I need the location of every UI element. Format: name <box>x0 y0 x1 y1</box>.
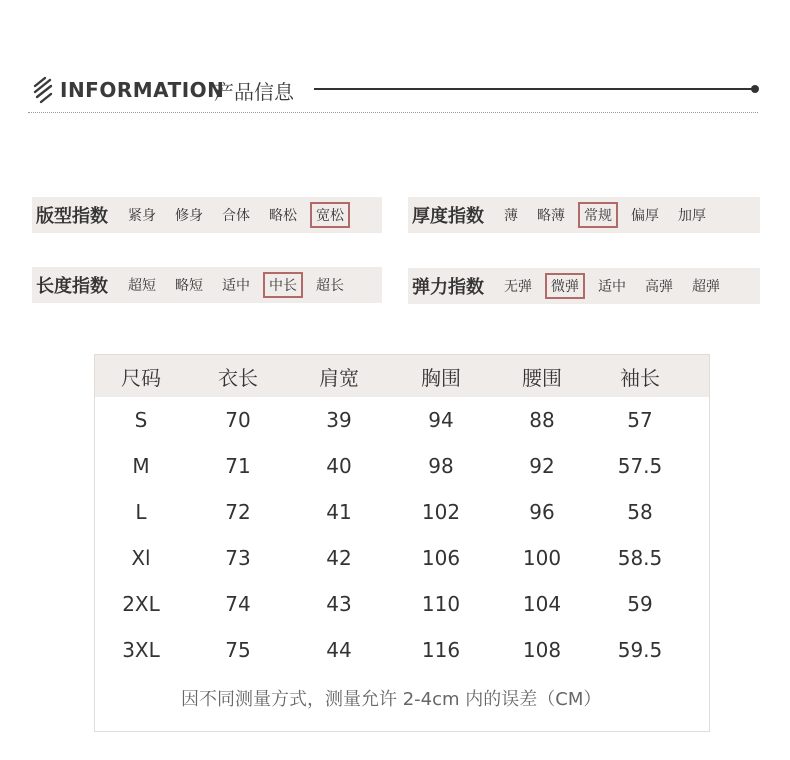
fit-option: 紧身 <box>128 208 156 224</box>
size-table-cell: 72 <box>225 500 251 524</box>
length-option: 略短 <box>175 278 203 294</box>
size-table-cell: 74 <box>225 592 251 616</box>
slanted-stripes-icon <box>32 75 54 105</box>
info-header <box>32 72 760 112</box>
length-option-selected: 中长 <box>263 272 303 298</box>
size-table-row <box>95 627 709 673</box>
size-table-row <box>95 581 709 627</box>
size-table-cell: 73 <box>225 546 251 570</box>
size-table-cell: 57.5 <box>617 454 663 478</box>
size-table-cell: 92 <box>529 454 555 478</box>
elasticity-index-label: 弹力指数 <box>412 277 484 298</box>
size-table-header-cell: 肩宽 <box>319 365 359 390</box>
thickness-option: 加厚 <box>678 208 706 224</box>
size-table-cell: 44 <box>326 638 352 662</box>
thickness-option: 薄 <box>504 208 518 224</box>
size-table-cell: 2XL <box>122 592 160 616</box>
size-table-cell: 3XL <box>122 638 160 662</box>
header-dotted-divider <box>28 112 758 113</box>
size-table-row <box>95 489 709 535</box>
elasticity-option-selected: 微弹 <box>545 273 585 299</box>
length-index-row <box>32 267 382 303</box>
size-table-cell: 59.5 <box>617 638 663 662</box>
size-table-cell: 59 <box>627 592 653 616</box>
length-index-label: 长度指数 <box>36 276 108 297</box>
size-table-header-cell: 袖长 <box>620 365 660 390</box>
size-table-row <box>95 535 709 581</box>
thickness-option: 偏厚 <box>631 208 659 224</box>
elasticity-option: 高弹 <box>645 279 673 295</box>
size-table-row <box>95 443 709 489</box>
size-table-cell: 102 <box>421 500 461 524</box>
size-table-cell: L <box>135 500 147 524</box>
fit-option: 修身 <box>175 208 203 224</box>
size-table-cell: 58 <box>627 500 653 524</box>
size-table-cell: 94 <box>428 408 454 432</box>
size-table-cell: Xl <box>131 546 151 570</box>
size-chart-table <box>94 354 710 732</box>
size-table-cell: 96 <box>529 500 555 524</box>
size-table-cell: S <box>134 408 148 432</box>
elasticity-option: 适中 <box>598 279 626 295</box>
size-table-cell: 110 <box>421 592 461 616</box>
size-table-cell: 88 <box>529 408 555 432</box>
size-table-cell: 75 <box>225 638 251 662</box>
elasticity-index-row <box>408 268 760 304</box>
size-table-cell: 108 <box>522 638 562 662</box>
length-option: 超短 <box>128 278 156 294</box>
header-rule <box>314 88 754 90</box>
thickness-option: 略薄 <box>537 208 565 224</box>
size-table-cell: 100 <box>522 546 562 570</box>
size-table-cell: 116 <box>421 638 461 662</box>
thickness-index-label: 厚度指数 <box>412 206 484 227</box>
size-table-row <box>95 397 709 443</box>
elasticity-option: 无弹 <box>504 279 532 295</box>
size-table-cell: 58.5 <box>617 546 663 570</box>
elasticity-option: 超弹 <box>692 279 720 295</box>
size-table-cell: 40 <box>326 454 352 478</box>
length-option: 超长 <box>316 278 344 294</box>
size-table-cell: 57 <box>627 408 653 432</box>
size-table-cell: 39 <box>326 408 352 432</box>
header-title-en: INFORMATION <box>60 78 225 102</box>
size-table-cell: 98 <box>428 454 454 478</box>
size-table-cell: M <box>132 454 150 478</box>
length-option: 适中 <box>222 278 250 294</box>
size-table-header-row <box>95 355 709 397</box>
size-table-header-cell: 胸围 <box>421 365 461 390</box>
size-table-cell: 41 <box>326 500 352 524</box>
fit-index-row <box>32 197 382 233</box>
size-table-cell: 43 <box>326 592 352 616</box>
header-rule-dot <box>751 85 759 93</box>
thickness-option-selected: 常规 <box>578 202 618 228</box>
size-table-header-cell: 衣长 <box>218 365 258 390</box>
size-table-cell: 70 <box>225 408 251 432</box>
fit-option: 合体 <box>222 208 250 224</box>
size-table-cell: 71 <box>225 454 251 478</box>
size-table-cell: 106 <box>421 546 461 570</box>
thickness-index-row <box>408 197 760 233</box>
fit-index-label: 版型指数 <box>36 206 108 227</box>
header-title-zh: 产品信息 <box>214 80 294 104</box>
size-table-cell: 104 <box>522 592 562 616</box>
fit-option: 略松 <box>269 208 297 224</box>
size-table-cell: 42 <box>326 546 352 570</box>
size-table-header-cell: 尺码 <box>121 365 161 390</box>
size-table-header-cell: 腰围 <box>522 365 562 390</box>
measurement-note: 因不同测量方式，测量允许 2-4cm 内的误差（CM） <box>181 689 602 710</box>
fit-option-selected: 宽松 <box>310 202 350 228</box>
